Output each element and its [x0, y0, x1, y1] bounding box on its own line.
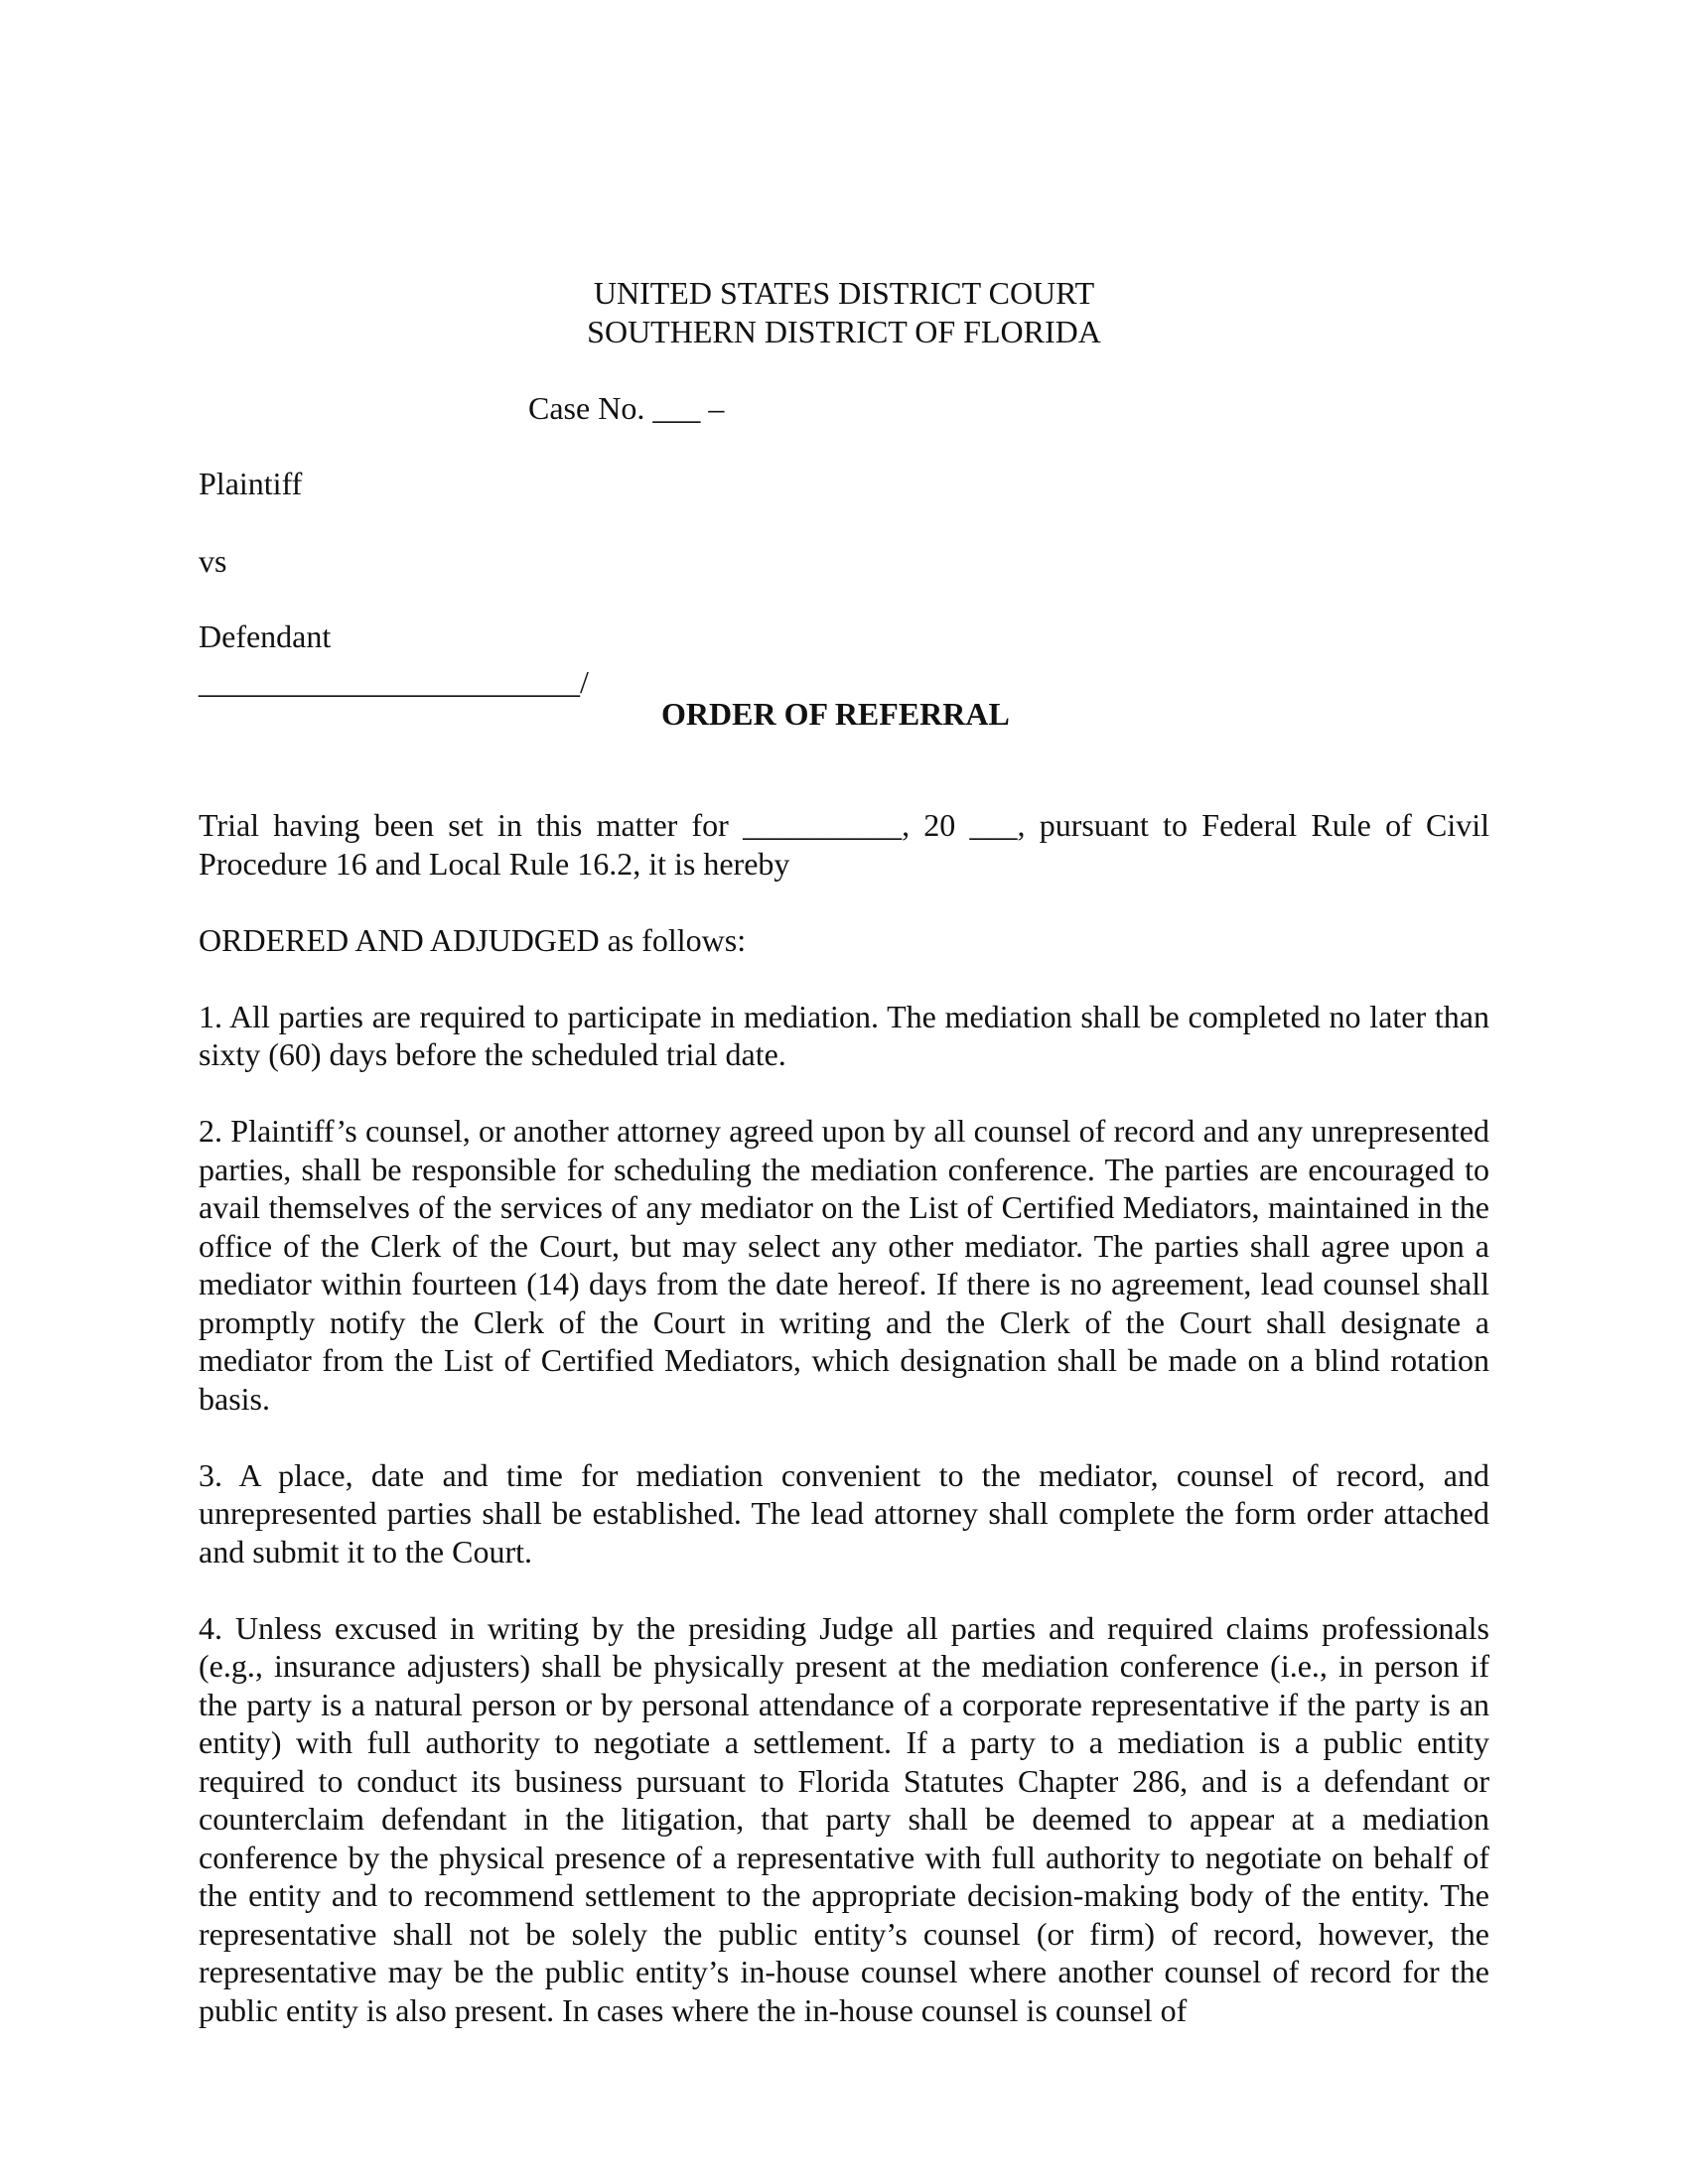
paragraph-1: 1. All parties are required to participate in mediation. The mediation shall be completed no later than sixty (60) days before the scheduled trial date.: [199, 998, 1489, 1072]
court-name: UNITED STATES DISTRICT COURT: [593, 275, 1095, 311]
order-body: [199, 806, 1489, 2068]
defendant-label: Defendant: [199, 618, 332, 654]
case-number: Case No. ___ –: [528, 390, 725, 426]
ordered-paragraph: ORDERED AND ADJUDGED as follows:: [199, 921, 747, 958]
paragraph-2: 2. Plaintiff’s counsel, or another attorney agreed upon by all counsel of record and any unrepresented parties, shall be responsible for scheduling the mediation conference. The parties are encouraged to avail themselves of the services of any mediator on the List of Certified Mediators, maintained in the office of the Clerk of the Court, but may select any other mediator. The parties shall agree upon a mediator within fourteen (14) days from the date hereof. If there is no agreement, lead counsel shall promptly notify the Clerk of the Court in writing and the Clerk of the Court shall designate a mediator from the List of Certified Mediators, which designation shall be made on a blind rotation basis.: [199, 1113, 1489, 1417]
paragraph-4: 4. Unless excused in writing by the presiding Judge all parties and required claims professionals (e.g., insurance adjusters) shall be physically present at the mediation conference (i.e., in person if the party is a natural person or by personal attendance of a corporate representative if the party is an entity) with full authority to negotiate a settlement. If a party to a mediation is a public entity required to conduct its business pursuant to Florida Statutes Chapter 286, and is a defendant or counterclaim defendant in the litigation, that party shall be deemed to appear at a mediation conference by the physical presence of a representative with full authority to negotiate on behalf of the entity and to recommend settlement to the appropriate decision-making body of the entity. The representative shall not be solely the public entity’s counsel (or firm) of record, however, the representative may be the public entity’s in-house counsel where another counsel of record for the public entity is also present. In cases where the in-house counsel is counsel of: [199, 1609, 1489, 2028]
caption-line: ________________________/: [199, 664, 589, 700]
court-district: SOUTHERN DISTRICT OF FLORIDA: [587, 314, 1101, 349]
plaintiff-label: Plaintiff: [199, 466, 303, 501]
document-title: ORDER OF REFERRAL: [661, 696, 1010, 732]
intro-paragraph: Trial having been set in this matter for __________, 20 ___, pursuant to Federal Rule of Civil Procedure 16 and Local Rule 16.2, it is hereby: [199, 807, 1489, 882]
court-heading: [0, 274, 1688, 351]
versus-label: vs: [199, 543, 227, 579]
paragraph-3: 3. A place, date and time for mediation convenient to the mediator, counsel of record, and unrepresented parties shall be established. The lead attorney shall complete the form order attached and submit it to the Court.: [199, 1456, 1489, 1570]
